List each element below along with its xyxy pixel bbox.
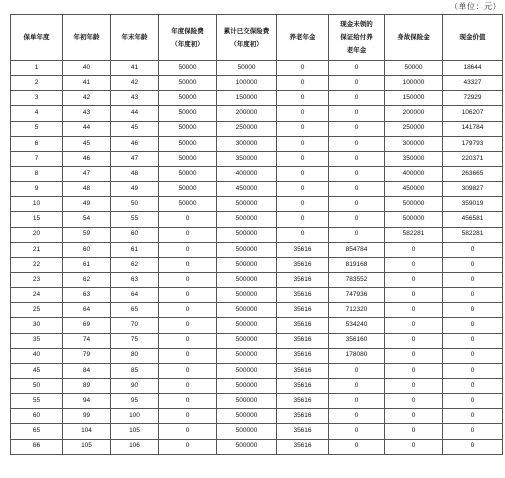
cell-annuity: 35616 <box>277 348 329 363</box>
cell-death-benefit: 0 <box>385 257 443 272</box>
cell-cash-value: 582281 <box>443 227 503 242</box>
table-row <box>11 333 503 348</box>
cell-start-age: 105 <box>63 439 111 454</box>
cell-annual-premium: 0 <box>159 424 217 439</box>
table-row <box>11 394 503 409</box>
cell-start-age: 47 <box>63 166 111 181</box>
cell-annual-premium: 0 <box>159 348 217 363</box>
cell-cash-value: 0 <box>443 333 503 348</box>
cell-end-age: 55 <box>111 212 159 227</box>
cell-unpaid-guaranteed-annuity: 0 <box>329 61 385 76</box>
cell-cumulative-premium: 500000 <box>217 197 277 212</box>
cell-unpaid-guaranteed-annuity: 0 <box>329 136 385 151</box>
cell-cash-value: 0 <box>443 288 503 303</box>
cell-cumulative-premium: 500000 <box>217 288 277 303</box>
cell-end-age: 47 <box>111 151 159 166</box>
cell-annuity: 35616 <box>277 439 329 454</box>
table-row <box>11 348 503 363</box>
cell-unpaid-guaranteed-annuity: 854784 <box>329 242 385 257</box>
cell-policy-year: 25 <box>11 303 63 318</box>
cell-annuity: 35616 <box>277 378 329 393</box>
cell-start-age: 46 <box>63 151 111 166</box>
cell-unpaid-guaranteed-annuity: 783552 <box>329 272 385 287</box>
column-header-line: 养老年金 <box>289 34 316 41</box>
cell-policy-year: 66 <box>11 439 63 454</box>
column-header-line: 累计已交保险费 <box>223 27 270 35</box>
table-row <box>11 288 503 303</box>
cell-cash-value: 43327 <box>443 76 503 91</box>
table-row <box>11 439 503 454</box>
cell-end-age: 49 <box>111 182 159 197</box>
cell-end-age: 61 <box>111 242 159 257</box>
cell-annual-premium: 0 <box>159 227 217 242</box>
cell-death-benefit: 500000 <box>385 212 443 227</box>
cell-annual-premium: 50000 <box>159 61 217 76</box>
cell-annual-premium: 50000 <box>159 182 217 197</box>
table-row <box>11 61 503 76</box>
cell-end-age: 85 <box>111 363 159 378</box>
cell-cumulative-premium: 250000 <box>217 121 277 136</box>
cell-unpaid-guaranteed-annuity: 712320 <box>329 303 385 318</box>
cell-end-age: 80 <box>111 348 159 363</box>
cell-start-age: 89 <box>63 378 111 393</box>
cell-death-benefit: 0 <box>385 348 443 363</box>
cell-annuity: 0 <box>277 91 329 106</box>
cell-cash-value: 72929 <box>443 91 503 106</box>
cell-annuity: 0 <box>277 136 329 151</box>
cell-cumulative-premium: 500000 <box>217 394 277 409</box>
cell-policy-year: 30 <box>11 318 63 333</box>
cell-annual-premium: 0 <box>159 378 217 393</box>
cell-annual-premium: 0 <box>159 257 217 272</box>
cell-policy-year: 22 <box>11 257 63 272</box>
cell-start-age: 43 <box>63 106 111 121</box>
cell-start-age: 60 <box>63 242 111 257</box>
cell-policy-year: 55 <box>11 394 63 409</box>
cell-unpaid-guaranteed-annuity: 0 <box>329 91 385 106</box>
cell-cash-value: 0 <box>443 318 503 333</box>
cell-end-age: 64 <box>111 288 159 303</box>
cell-annuity: 0 <box>277 106 329 121</box>
cell-annuity: 35616 <box>277 318 329 333</box>
cell-cash-value: 179793 <box>443 136 503 151</box>
cell-policy-year: 20 <box>11 227 63 242</box>
cell-end-age: 100 <box>111 409 159 424</box>
cell-death-benefit: 0 <box>385 288 443 303</box>
cell-cumulative-premium: 500000 <box>217 378 277 393</box>
cell-unpaid-guaranteed-annuity: 0 <box>329 439 385 454</box>
cell-cash-value: 0 <box>443 272 503 287</box>
cell-end-age: 70 <box>111 318 159 333</box>
cell-unpaid-guaranteed-annuity: 0 <box>329 363 385 378</box>
cell-start-age: 48 <box>63 182 111 197</box>
cell-cash-value: 0 <box>443 394 503 409</box>
table-body <box>11 61 503 455</box>
header-annual-premium <box>159 15 217 61</box>
cell-end-age: 44 <box>111 106 159 121</box>
cell-death-benefit: 300000 <box>385 136 443 151</box>
cell-cumulative-premium: 100000 <box>217 76 277 91</box>
column-header-line: 老年金 <box>346 47 367 54</box>
cell-annuity: 0 <box>277 212 329 227</box>
table-row <box>11 378 503 393</box>
header-unpaid-guaranteed-annuity <box>329 15 385 61</box>
cell-unpaid-guaranteed-annuity: 0 <box>329 378 385 393</box>
cell-death-benefit: 0 <box>385 409 443 424</box>
cell-annuity: 35616 <box>277 257 329 272</box>
cell-death-benefit: 0 <box>385 439 443 454</box>
cell-death-benefit: 0 <box>385 378 443 393</box>
cell-cash-value: 18644 <box>443 61 503 76</box>
header-end-age <box>111 15 159 61</box>
cell-annual-premium: 0 <box>159 318 217 333</box>
cell-cumulative-premium: 500000 <box>217 242 277 257</box>
cell-unpaid-guaranteed-annuity: 0 <box>329 121 385 136</box>
table-header <box>11 15 503 61</box>
cell-end-age: 42 <box>111 76 159 91</box>
cell-end-age: 45 <box>111 121 159 136</box>
cell-cumulative-premium: 300000 <box>217 136 277 151</box>
cell-cash-value: 309827 <box>443 182 503 197</box>
cell-cumulative-premium: 500000 <box>217 272 277 287</box>
cell-annuity: 35616 <box>277 409 329 424</box>
cell-unpaid-guaranteed-annuity: 747936 <box>329 288 385 303</box>
cell-cumulative-premium: 450000 <box>217 182 277 197</box>
header-row <box>11 15 503 61</box>
cell-start-age: 99 <box>63 409 111 424</box>
cell-cumulative-premium: 500000 <box>217 257 277 272</box>
cell-cumulative-premium: 500000 <box>217 363 277 378</box>
cell-end-age: 43 <box>111 91 159 106</box>
cell-end-age: 106 <box>111 439 159 454</box>
column-header-line: 现金价值 <box>459 34 486 41</box>
cell-annuity: 0 <box>277 182 329 197</box>
cell-policy-year: 15 <box>11 212 63 227</box>
cell-policy-year: 9 <box>11 182 63 197</box>
table-row <box>11 424 503 439</box>
table-row <box>11 409 503 424</box>
cell-cash-value: 0 <box>443 363 503 378</box>
cell-cumulative-premium: 500000 <box>217 303 277 318</box>
cell-policy-year: 1 <box>11 61 63 76</box>
cell-unpaid-guaranteed-annuity: 178080 <box>329 348 385 363</box>
cell-unpaid-guaranteed-annuity: 0 <box>329 424 385 439</box>
table-row <box>11 76 503 91</box>
cell-end-age: 60 <box>111 227 159 242</box>
cell-cash-value: 0 <box>443 378 503 393</box>
cell-cumulative-premium: 500000 <box>217 212 277 227</box>
cell-death-benefit: 100000 <box>385 76 443 91</box>
column-header-line: 年末年龄 <box>121 34 148 41</box>
cell-annual-premium: 0 <box>159 439 217 454</box>
cell-annuity: 0 <box>277 197 329 212</box>
cell-start-age: 54 <box>63 212 111 227</box>
cell-end-age: 105 <box>111 424 159 439</box>
cell-policy-year: 24 <box>11 288 63 303</box>
cell-end-age: 63 <box>111 272 159 287</box>
cell-end-age: 95 <box>111 394 159 409</box>
cell-cash-value: 0 <box>443 303 503 318</box>
table-row <box>11 136 503 151</box>
column-header-line: 年初年龄 <box>73 34 100 41</box>
cell-policy-year: 50 <box>11 378 63 393</box>
table-row <box>11 318 503 333</box>
cell-annuity: 35616 <box>277 333 329 348</box>
cell-annual-premium: 0 <box>159 303 217 318</box>
cell-annual-premium: 50000 <box>159 91 217 106</box>
cell-start-age: 64 <box>63 303 111 318</box>
table-row <box>11 212 503 227</box>
cell-annual-premium: 0 <box>159 394 217 409</box>
column-header-line: 保单年度 <box>23 34 50 41</box>
header-cumulative-premium <box>217 15 277 61</box>
cell-death-benefit: 250000 <box>385 121 443 136</box>
cell-policy-year: 4 <box>11 106 63 121</box>
cell-unpaid-guaranteed-annuity: 0 <box>329 197 385 212</box>
cell-policy-year: 45 <box>11 363 63 378</box>
cell-end-age: 75 <box>111 333 159 348</box>
cell-start-age: 84 <box>63 363 111 378</box>
table-row <box>11 303 503 318</box>
cell-end-age: 48 <box>111 166 159 181</box>
cell-annual-premium: 50000 <box>159 197 217 212</box>
cell-cash-value: 0 <box>443 409 503 424</box>
cell-cumulative-premium: 400000 <box>217 166 277 181</box>
cell-start-age: 63 <box>63 288 111 303</box>
header-death-benefit <box>385 15 443 61</box>
cell-start-age: 45 <box>63 136 111 151</box>
cell-annuity: 0 <box>277 76 329 91</box>
cell-end-age: 90 <box>111 378 159 393</box>
cell-annuity: 0 <box>277 166 329 181</box>
cell-start-age: 42 <box>63 91 111 106</box>
cell-annuity: 0 <box>277 227 329 242</box>
cell-unpaid-guaranteed-annuity: 0 <box>329 166 385 181</box>
cell-unpaid-guaranteed-annuity: 0 <box>329 182 385 197</box>
cell-policy-year: 21 <box>11 242 63 257</box>
header-policy-year <box>11 15 63 61</box>
cell-annual-premium: 50000 <box>159 151 217 166</box>
cell-annual-premium: 50000 <box>159 106 217 121</box>
column-header-line: 年度保险费 <box>171 27 204 35</box>
cell-cash-value: 0 <box>443 424 503 439</box>
cell-death-benefit: 50000 <box>385 61 443 76</box>
table-row <box>11 242 503 257</box>
cell-annual-premium: 0 <box>159 272 217 287</box>
cell-start-age: 74 <box>63 333 111 348</box>
cell-death-benefit: 500000 <box>385 197 443 212</box>
cell-cash-value: 141784 <box>443 121 503 136</box>
cell-annuity: 35616 <box>277 303 329 318</box>
cell-end-age: 41 <box>111 61 159 76</box>
cell-annuity: 35616 <box>277 363 329 378</box>
cell-start-age: 104 <box>63 424 111 439</box>
cell-annual-premium: 0 <box>159 363 217 378</box>
cell-unpaid-guaranteed-annuity: 0 <box>329 212 385 227</box>
cell-annual-premium: 50000 <box>159 76 217 91</box>
table-row <box>11 106 503 121</box>
cell-cash-value: 0 <box>443 348 503 363</box>
cell-cumulative-premium: 500000 <box>217 409 277 424</box>
header-annuity <box>277 15 329 61</box>
table-row <box>11 151 503 166</box>
column-header-line: 现金未领的 <box>340 21 373 28</box>
table-row <box>11 227 503 242</box>
cell-death-benefit: 200000 <box>385 106 443 121</box>
cell-end-age: 65 <box>111 303 159 318</box>
cell-annuity: 35616 <box>277 242 329 257</box>
cell-unpaid-guaranteed-annuity: 0 <box>329 409 385 424</box>
cell-policy-year: 6 <box>11 136 63 151</box>
table-row <box>11 257 503 272</box>
cell-unpaid-guaranteed-annuity: 356160 <box>329 333 385 348</box>
cell-annuity: 0 <box>277 121 329 136</box>
column-header-line: （年度初） <box>171 40 204 48</box>
cell-cumulative-premium: 350000 <box>217 151 277 166</box>
cell-cumulative-premium: 500000 <box>217 318 277 333</box>
cell-cumulative-premium: 500000 <box>217 333 277 348</box>
column-header-line: （年度初） <box>230 40 263 48</box>
cell-death-benefit: 0 <box>385 363 443 378</box>
cell-cash-value: 456581 <box>443 212 503 227</box>
cell-death-benefit: 0 <box>385 242 443 257</box>
cell-annual-premium: 50000 <box>159 166 217 181</box>
cell-death-benefit: 400000 <box>385 166 443 181</box>
cell-annuity: 0 <box>277 61 329 76</box>
benefit-illustration-table <box>10 14 503 455</box>
cell-end-age: 50 <box>111 197 159 212</box>
cell-cash-value: 263665 <box>443 166 503 181</box>
cell-cash-value: 0 <box>443 439 503 454</box>
cell-cash-value: 359019 <box>443 197 503 212</box>
cell-start-age: 79 <box>63 348 111 363</box>
cell-policy-year: 35 <box>11 333 63 348</box>
cell-annuity: 35616 <box>277 394 329 409</box>
column-header-line: 保证给付养 <box>340 34 373 41</box>
cell-start-age: 69 <box>63 318 111 333</box>
cell-annual-premium: 0 <box>159 288 217 303</box>
cell-unpaid-guaranteed-annuity: 0 <box>329 151 385 166</box>
cell-start-age: 40 <box>63 61 111 76</box>
cell-cumulative-premium: 500000 <box>217 348 277 363</box>
header-start-age <box>63 15 111 61</box>
cell-unpaid-guaranteed-annuity: 819168 <box>329 257 385 272</box>
cell-death-benefit: 0 <box>385 318 443 333</box>
cell-end-age: 62 <box>111 257 159 272</box>
cell-cumulative-premium: 500000 <box>217 424 277 439</box>
cell-policy-year: 8 <box>11 166 63 181</box>
cell-annuity: 35616 <box>277 288 329 303</box>
cell-annual-premium: 50000 <box>159 121 217 136</box>
cell-end-age: 46 <box>111 136 159 151</box>
cell-policy-year: 60 <box>11 409 63 424</box>
table-row <box>11 197 503 212</box>
cell-annuity: 35616 <box>277 424 329 439</box>
cell-death-benefit: 0 <box>385 303 443 318</box>
cell-cumulative-premium: 50000 <box>217 61 277 76</box>
cell-cash-value: 0 <box>443 257 503 272</box>
table-row <box>11 182 503 197</box>
cell-death-benefit: 582281 <box>385 227 443 242</box>
cell-annuity: 0 <box>277 151 329 166</box>
cell-cumulative-premium: 500000 <box>217 227 277 242</box>
cell-start-age: 61 <box>63 257 111 272</box>
cell-cash-value: 106207 <box>443 106 503 121</box>
cell-cash-value: 0 <box>443 242 503 257</box>
cell-policy-year: 2 <box>11 76 63 91</box>
cell-start-age: 41 <box>63 76 111 91</box>
cell-policy-year: 10 <box>11 197 63 212</box>
cell-unpaid-guaranteed-annuity: 0 <box>329 227 385 242</box>
table-row <box>11 121 503 136</box>
table-row <box>11 91 503 106</box>
cell-cash-value: 220371 <box>443 151 503 166</box>
cell-death-benefit: 450000 <box>385 182 443 197</box>
cell-policy-year: 23 <box>11 272 63 287</box>
cell-cumulative-premium: 200000 <box>217 106 277 121</box>
table-row <box>11 166 503 181</box>
cell-death-benefit: 150000 <box>385 91 443 106</box>
cell-start-age: 62 <box>63 272 111 287</box>
cell-cumulative-premium: 150000 <box>217 91 277 106</box>
cell-annuity: 35616 <box>277 272 329 287</box>
cell-unpaid-guaranteed-annuity: 0 <box>329 76 385 91</box>
cell-death-benefit: 350000 <box>385 151 443 166</box>
cell-policy-year: 3 <box>11 91 63 106</box>
cell-policy-year: 7 <box>11 151 63 166</box>
unit-note: （单位：元） <box>450 2 501 11</box>
cell-unpaid-guaranteed-annuity: 534240 <box>329 318 385 333</box>
cell-start-age: 59 <box>63 227 111 242</box>
cell-unpaid-guaranteed-annuity: 0 <box>329 106 385 121</box>
cell-cumulative-premium: 500000 <box>217 439 277 454</box>
table-row <box>11 272 503 287</box>
cell-death-benefit: 0 <box>385 333 443 348</box>
cell-unpaid-guaranteed-annuity: 0 <box>329 394 385 409</box>
cell-start-age: 44 <box>63 121 111 136</box>
cell-policy-year: 65 <box>11 424 63 439</box>
cell-annual-premium: 0 <box>159 242 217 257</box>
cell-death-benefit: 0 <box>385 394 443 409</box>
cell-start-age: 49 <box>63 197 111 212</box>
cell-death-benefit: 0 <box>385 424 443 439</box>
cell-annual-premium: 0 <box>159 212 217 227</box>
table-row <box>11 363 503 378</box>
cell-death-benefit: 0 <box>385 272 443 287</box>
cell-annual-premium: 50000 <box>159 136 217 151</box>
cell-annual-premium: 0 <box>159 409 217 424</box>
header-cash-value <box>443 15 503 61</box>
cell-policy-year: 5 <box>11 121 63 136</box>
cell-start-age: 94 <box>63 394 111 409</box>
cell-policy-year: 40 <box>11 348 63 363</box>
column-header-line: 身故保险金 <box>397 34 430 41</box>
cell-annual-premium: 0 <box>159 333 217 348</box>
